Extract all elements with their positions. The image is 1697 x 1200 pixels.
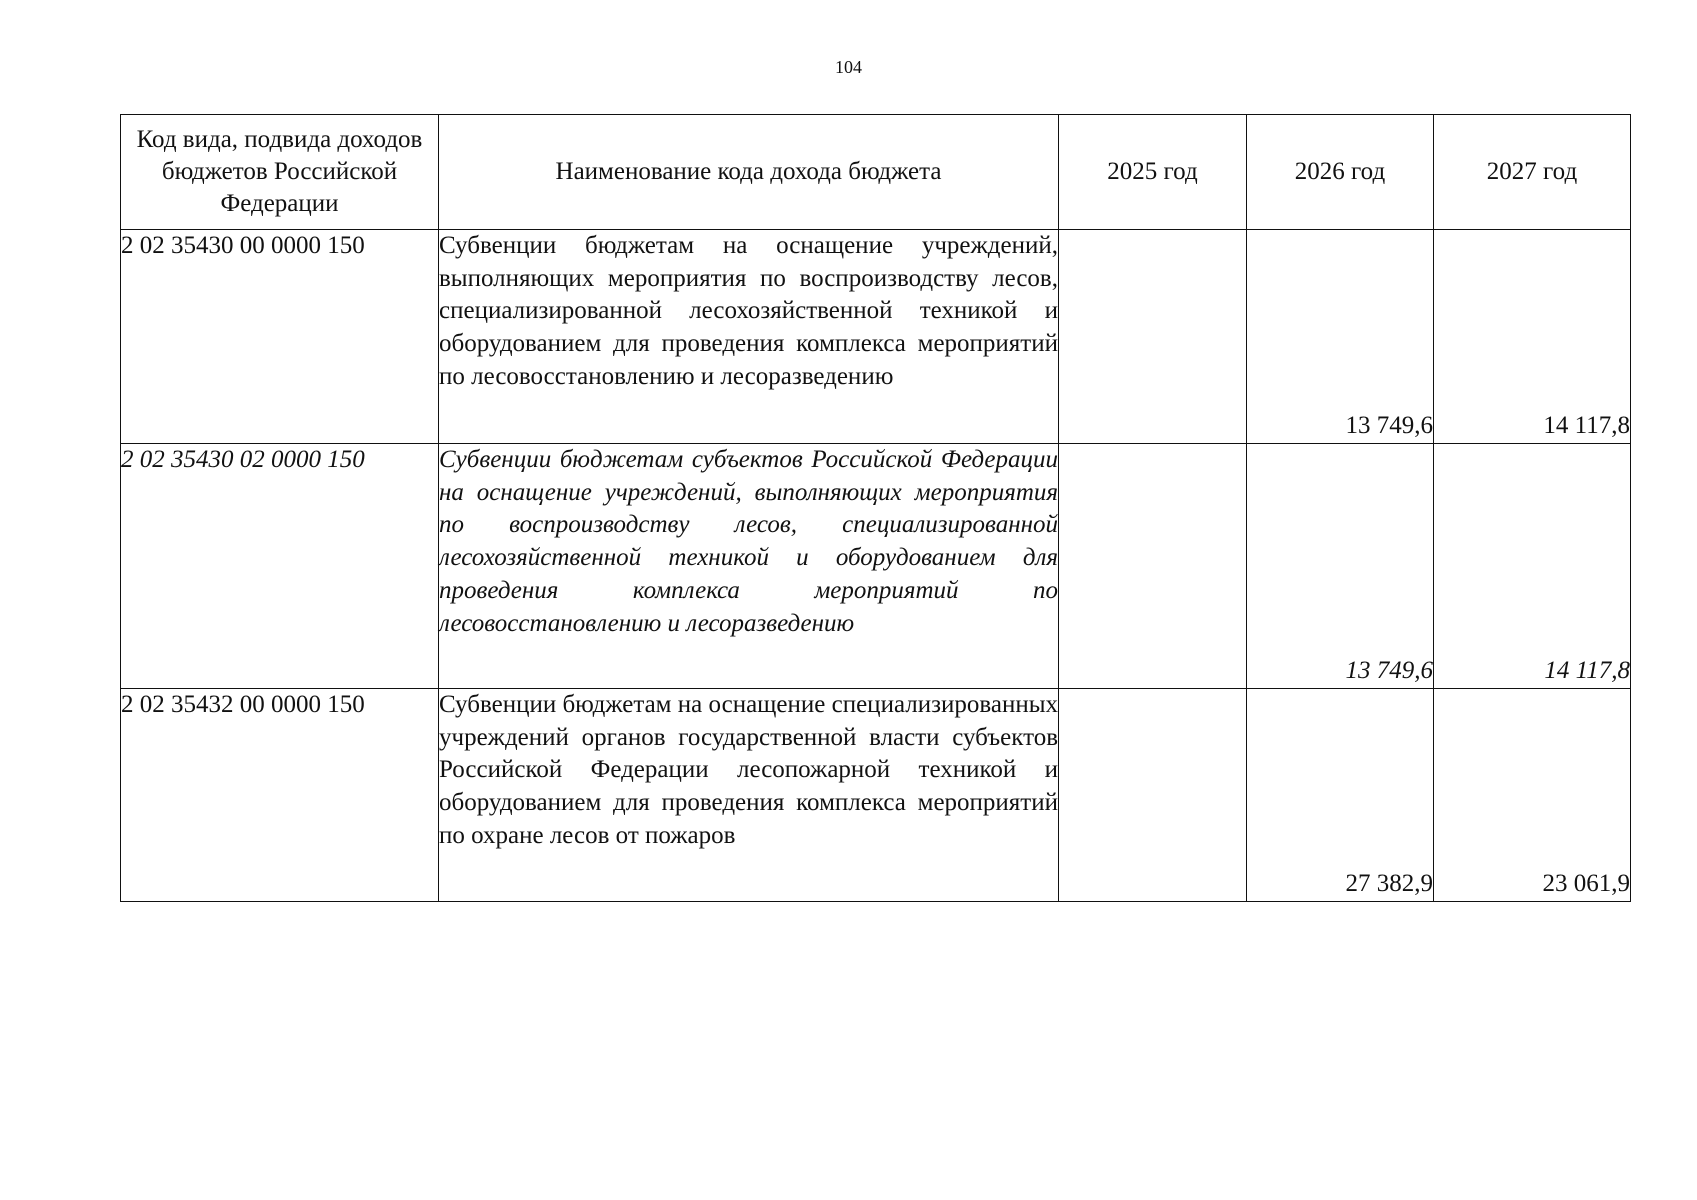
row-value-2027: 23 061,9: [1434, 689, 1631, 902]
row-value-2025: [1059, 689, 1247, 902]
page-number: 104: [835, 57, 862, 77]
row-name: Субвенции бюджетам субъектов Российской Федерации на оснащение учреждений, выполняющих мероприятия по воспроизводству лесов, специализированной лесохозяйственной техникой и оборудованием для проведения комплекса мероприятий по лесовосстановлению и лесоразведению: [439, 444, 1059, 689]
row-name: Субвенции бюджетам на оснащение специализированных учреждений органов государственной власти субъектов Российской Федерации лесопожарной техникой и оборудованием для проведения комплекса мероприятий по охране лесов от пожаров: [439, 689, 1059, 902]
header-2027: 2027 год: [1434, 115, 1631, 230]
row-value-2027: 14 117,8: [1434, 230, 1631, 444]
header-2025: 2025 год: [1059, 115, 1247, 230]
header-name: Наименование кода дохода бюджета: [439, 115, 1059, 230]
row-code: 2 02 35430 00 0000 150: [121, 230, 439, 444]
row-value-2025: [1059, 230, 1247, 444]
table-row: [121, 689, 1631, 902]
row-value-2026: 13 749,6: [1247, 444, 1434, 689]
row-value-2025: [1059, 444, 1247, 689]
header-code: Код вида, подвида доходов бюджетов Российской Федерации: [121, 115, 439, 230]
table-row: [121, 444, 1631, 689]
row-value-2027: 14 117,8: [1434, 444, 1631, 689]
row-code: 2 02 35432 00 0000 150: [121, 689, 439, 902]
row-value-2026: 27 382,9: [1247, 689, 1434, 902]
row-name: Субвенции бюджетам на оснащение учреждений, выполняющих мероприятия по воспроизводству лесов, специализированной лесохозяйственной техникой и оборудованием для проведения комплекса мероприятий по лесовосстановлению и лесоразведению: [439, 230, 1059, 444]
table-header-row: [121, 115, 1631, 230]
header-2026: 2026 год: [1247, 115, 1434, 230]
budget-revenue-table: [120, 114, 1631, 902]
row-value-2026: 13 749,6: [1247, 230, 1434, 444]
table-row: [121, 230, 1631, 444]
row-code: 2 02 35430 02 0000 150: [121, 444, 439, 689]
